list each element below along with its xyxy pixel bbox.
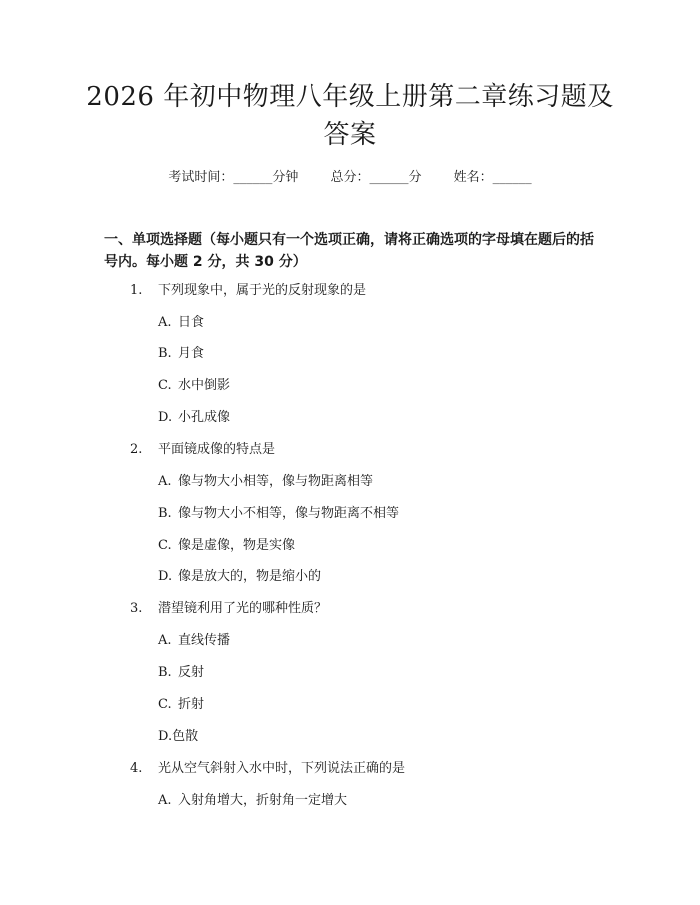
option-text: 小孔成像 (178, 410, 231, 425)
question-1-option-d (158, 408, 230, 428)
option-text: 像是放大的，物是缩小的 (178, 569, 322, 584)
option-letter: C. (158, 378, 172, 393)
question-3-option-d (158, 727, 198, 747)
question-2 (130, 440, 275, 460)
option-text: 反射 (178, 665, 205, 680)
question-2-option-d (158, 567, 321, 587)
option-text: 色散 (172, 729, 199, 744)
option-letter: A. (158, 315, 172, 330)
option-text: 折射 (178, 697, 205, 712)
question-3-option-a (158, 631, 230, 651)
option-text: 像与物大小相等，像与物距离相等 (178, 474, 374, 489)
question-1-option-b (158, 344, 204, 364)
option-text: 入射角增大，折射角一定增大 (178, 793, 348, 808)
option-letter: C. (158, 538, 172, 553)
option-letter: C. (158, 697, 172, 712)
question-4 (130, 759, 405, 779)
option-text: 水中倒影 (178, 378, 231, 393)
question-text: 潜望镜利用了光的哪种性质？ (158, 601, 328, 616)
question-3 (130, 599, 327, 619)
question-text: 下列现象中，属于光的反射现象的是 (158, 283, 367, 298)
question-2-option-c (158, 536, 295, 556)
question-2-option-b (158, 504, 399, 524)
question-text: 平面镜成像的特点是 (158, 442, 276, 457)
question-number: 2. (130, 442, 143, 457)
question-number: 4. (130, 761, 143, 776)
question-number: 3. (130, 601, 143, 616)
option-letter: D. (158, 729, 173, 744)
question-1-option-a (158, 313, 204, 333)
option-letter: A. (158, 793, 172, 808)
total-score-field: 总分：______分 (330, 170, 422, 185)
question-number: 1. (130, 283, 143, 298)
student-name-field: 姓名：______ (453, 170, 532, 185)
option-text: 像是虚像，物是实像 (178, 538, 296, 553)
section-heading-single-choice: 一、单项选择题（每小题只有一个选项正确，请将正确选项的字母填在题后的括号内。每小题 2 分，共 30 分） (104, 232, 594, 270)
question-text: 光从空气斜射入水中时，下列说法正确的是 (158, 761, 406, 776)
option-letter: D. (158, 410, 173, 425)
question-1-option-c (158, 376, 230, 396)
option-letter: B. (158, 506, 172, 521)
question-4-option-a (158, 791, 347, 811)
question-3-option-b (158, 663, 204, 683)
question-1 (130, 281, 366, 301)
exam-time-field: 考试时间：______分钟 (168, 170, 299, 185)
option-letter: A. (158, 474, 172, 489)
question-2-option-a (158, 472, 373, 492)
option-text: 月食 (178, 346, 205, 361)
option-letter: D. (158, 569, 173, 584)
option-text: 日食 (178, 315, 205, 330)
option-letter: B. (158, 665, 172, 680)
document-title: 2026 年初中物理八年级上册第二章练习题及答案 (86, 82, 614, 150)
option-text: 像与物大小不相等，像与物距离不相等 (178, 506, 400, 521)
option-text: 直线传播 (178, 633, 231, 648)
question-3-option-c (158, 695, 204, 715)
exam-info-line (0, 168, 700, 188)
option-letter: B. (158, 346, 172, 361)
option-letter: A. (158, 633, 172, 648)
